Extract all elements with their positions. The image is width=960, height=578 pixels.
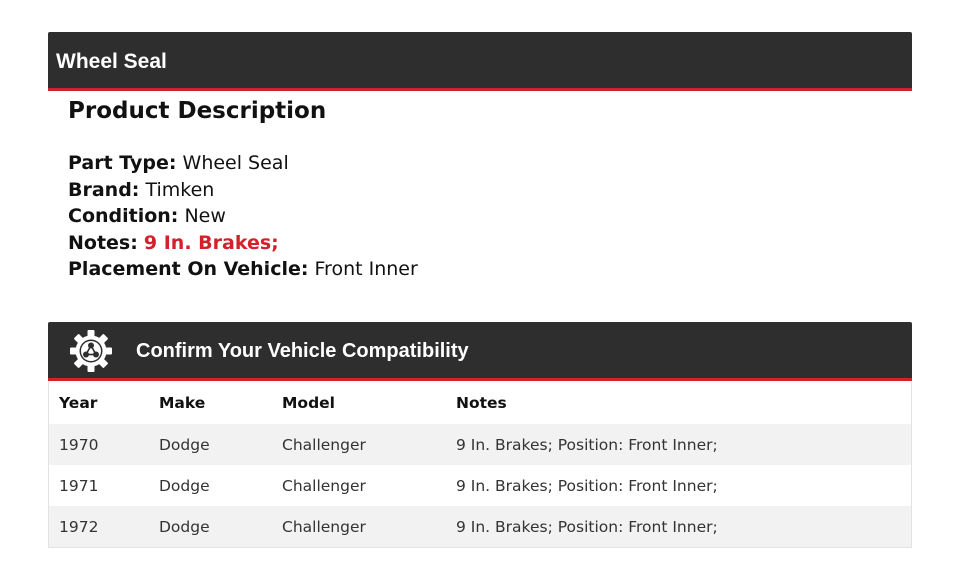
spec-placement: [68, 256, 888, 283]
compatibility-title: Confirm Your Vehicle Compatibility: [136, 340, 469, 362]
spec-value-highlight: 9 In. Brakes;: [143, 231, 279, 254]
spec-label: Condition:: [68, 205, 179, 227]
cell-model: Challenger: [282, 517, 366, 536]
spec-value: Front Inner: [314, 258, 418, 280]
product-description-heading: Product Description: [68, 98, 327, 124]
product-description: [68, 94, 888, 283]
column-header-make: Make: [159, 393, 206, 412]
spec-label: Brand:: [68, 178, 140, 201]
table-header-row: [49, 381, 912, 424]
spec-list: [68, 150, 888, 283]
spec-label: Notes:: [68, 231, 138, 254]
cell-model: Challenger: [282, 476, 366, 495]
column-header-notes: Notes: [456, 393, 507, 412]
cell-make: Dodge: [159, 476, 210, 495]
spec-condition: [68, 203, 888, 230]
table-row: [49, 506, 912, 548]
spec-label: Part Type:: [68, 152, 177, 174]
spec-notes: [68, 230, 888, 257]
cell-make: Dodge: [159, 435, 210, 454]
product-title: Wheel Seal: [56, 49, 167, 73]
gear-icon: [69, 329, 113, 373]
column-header-model: Model: [282, 393, 335, 412]
product-title-bar: [48, 32, 912, 91]
table-row: [49, 424, 912, 465]
cell-year: 1971: [59, 476, 99, 495]
spec-part-type: [68, 150, 888, 177]
table-row: [49, 465, 912, 506]
column-header-year: Year: [59, 393, 98, 412]
spec-value: Timken: [145, 178, 215, 201]
cell-notes: 9 In. Brakes; Position: Front Inner;: [456, 476, 718, 495]
cell-year: 1972: [59, 517, 99, 536]
cell-year: 1970: [59, 435, 99, 454]
cell-notes: 9 In. Brakes; Position: Front Inner;: [456, 435, 718, 454]
spec-label: Placement On Vehicle:: [68, 258, 309, 280]
cell-notes: 9 In. Brakes; Position: Front Inner;: [456, 517, 718, 536]
compatibility-header: [48, 322, 912, 381]
cell-model: Challenger: [282, 435, 366, 454]
spec-value: Wheel Seal: [182, 152, 289, 174]
cell-make: Dodge: [159, 517, 210, 536]
spec-brand: [68, 177, 888, 204]
vehicle-compatibility-table: [48, 381, 912, 548]
spec-value: New: [184, 205, 226, 227]
